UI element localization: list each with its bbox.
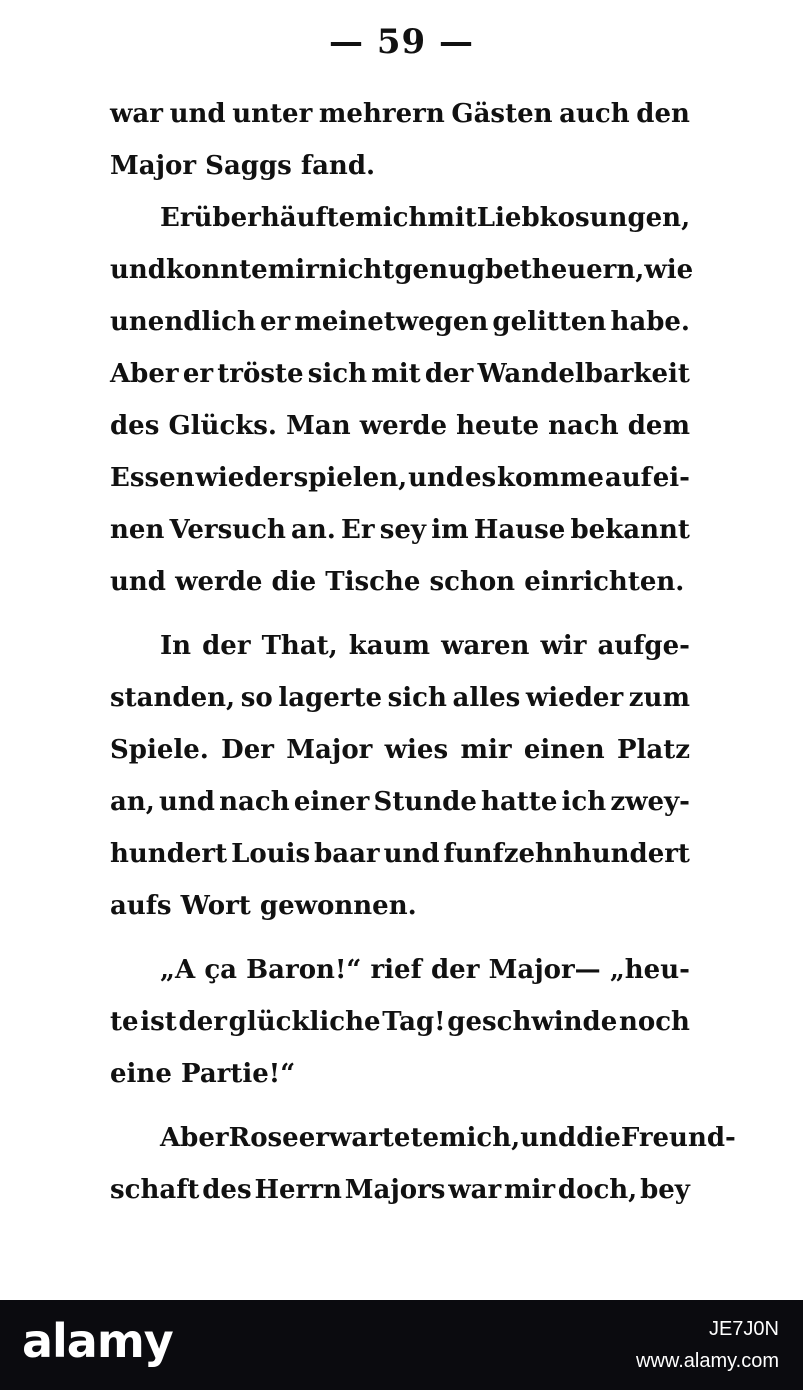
text-line bbox=[110, 400, 690, 452]
text-line bbox=[110, 88, 690, 140]
word: Louis bbox=[231, 839, 311, 869]
word: einer bbox=[293, 787, 370, 817]
word: nach bbox=[548, 411, 619, 441]
alamy-logo: alamy bbox=[22, 1314, 173, 1368]
word: auch bbox=[559, 99, 630, 129]
word: Aber bbox=[110, 359, 179, 389]
word: Partie!“ bbox=[180, 1059, 296, 1089]
word: betheuern, bbox=[485, 255, 645, 285]
word: war bbox=[110, 99, 163, 129]
word: fand. bbox=[300, 151, 376, 181]
word: nen bbox=[110, 515, 165, 545]
word: und bbox=[520, 1123, 577, 1153]
word: und bbox=[408, 463, 465, 493]
word: einen bbox=[523, 735, 605, 765]
word: mich bbox=[355, 203, 428, 233]
word: werde bbox=[359, 411, 448, 441]
word: Stunde bbox=[373, 787, 477, 817]
word: Tische bbox=[325, 567, 421, 597]
word: standen, bbox=[110, 683, 236, 713]
word: te bbox=[110, 1007, 139, 1037]
text-line bbox=[110, 556, 690, 608]
text-line bbox=[110, 296, 690, 348]
word: Versuch bbox=[169, 515, 286, 545]
word: der bbox=[202, 631, 251, 661]
word: waren bbox=[441, 631, 530, 661]
word: werde bbox=[175, 567, 263, 597]
text-line bbox=[110, 996, 690, 1048]
word: der bbox=[430, 955, 480, 985]
word: Major bbox=[286, 735, 373, 765]
image-id-label: JE7J0N bbox=[708, 1318, 779, 1340]
word: Essen bbox=[110, 463, 195, 493]
word: Liebkosungen, bbox=[476, 203, 691, 233]
text-line bbox=[110, 140, 690, 192]
text-line bbox=[110, 244, 694, 296]
word: sich bbox=[387, 683, 447, 713]
word: „heu- bbox=[609, 955, 690, 985]
word: Tag! bbox=[382, 1007, 446, 1037]
word: schon bbox=[429, 567, 516, 597]
word: Spiele. bbox=[110, 735, 209, 765]
word: an. bbox=[291, 515, 336, 545]
word: That, bbox=[261, 631, 338, 661]
word: der bbox=[178, 1007, 227, 1037]
paragraph-first-line bbox=[110, 944, 690, 996]
word: eine bbox=[110, 1059, 172, 1089]
word: gelitten bbox=[492, 307, 607, 337]
page-text bbox=[110, 88, 736, 1216]
word: „A bbox=[160, 955, 196, 985]
word: gewonnen. bbox=[259, 891, 417, 921]
page-number: — 59 — bbox=[329, 22, 474, 62]
word: glückliche bbox=[228, 1007, 381, 1037]
word: erwartete bbox=[298, 1123, 440, 1153]
word: bekannt bbox=[570, 515, 690, 545]
word: genug bbox=[394, 255, 486, 285]
word: Rose bbox=[228, 1123, 299, 1153]
word: Major bbox=[110, 151, 197, 181]
word: und bbox=[110, 255, 166, 285]
word: wie bbox=[644, 255, 694, 285]
text-line bbox=[110, 880, 690, 932]
word: nicht bbox=[318, 255, 395, 285]
word: mir bbox=[267, 255, 319, 285]
word: mit bbox=[427, 203, 477, 233]
text-line bbox=[110, 504, 690, 556]
word: ich bbox=[561, 787, 607, 817]
word: überhäufte bbox=[193, 203, 356, 233]
word: die bbox=[271, 567, 317, 597]
word: tröste bbox=[217, 359, 304, 389]
word: sey bbox=[379, 515, 427, 545]
text-line bbox=[110, 348, 690, 400]
word: es bbox=[464, 463, 497, 493]
word: er bbox=[260, 307, 291, 337]
word: Gästen bbox=[451, 99, 553, 129]
word: Man bbox=[286, 411, 351, 441]
word: Platz bbox=[616, 735, 690, 765]
word: Majors bbox=[344, 1175, 446, 1205]
word: dem bbox=[627, 411, 690, 441]
word: rief bbox=[370, 955, 422, 985]
word: Glücks. bbox=[168, 411, 277, 441]
text-line bbox=[110, 452, 690, 504]
word: so bbox=[240, 683, 273, 713]
word: die bbox=[576, 1123, 621, 1153]
word: mehrern bbox=[318, 99, 445, 129]
word: komme bbox=[497, 463, 604, 493]
word: ei- bbox=[652, 463, 690, 493]
word: hundert bbox=[110, 839, 228, 869]
word: zwey- bbox=[610, 787, 690, 817]
word: Aber bbox=[160, 1123, 229, 1153]
word: im bbox=[431, 515, 469, 545]
text-line bbox=[110, 1048, 690, 1100]
word: baar bbox=[314, 839, 380, 869]
word: Herrn bbox=[254, 1175, 342, 1205]
word: wies bbox=[384, 735, 449, 765]
word: unter bbox=[232, 99, 313, 129]
word: unendlich bbox=[110, 307, 256, 337]
word: Wort bbox=[180, 891, 251, 921]
word: Freund- bbox=[620, 1123, 736, 1153]
word: hatte bbox=[481, 787, 558, 817]
word: Saggs bbox=[205, 151, 292, 181]
text-line bbox=[110, 672, 690, 724]
word: Er bbox=[341, 515, 375, 545]
word: der bbox=[424, 359, 474, 389]
word: bey bbox=[640, 1175, 690, 1205]
word: funfzehnhundert bbox=[443, 839, 690, 869]
word: und bbox=[158, 787, 215, 817]
word: meinetwegen bbox=[294, 307, 489, 337]
word: Major— bbox=[488, 955, 601, 985]
word: noch bbox=[618, 1007, 690, 1037]
word: Hause bbox=[473, 515, 566, 545]
word: Der bbox=[221, 735, 274, 765]
word: wieder bbox=[195, 463, 293, 493]
word: und bbox=[383, 839, 440, 869]
text-line bbox=[110, 828, 690, 880]
text-line bbox=[110, 776, 690, 828]
word: mich, bbox=[439, 1123, 521, 1153]
word: mit bbox=[371, 359, 421, 389]
word: an, bbox=[110, 787, 155, 817]
word: lagerte bbox=[278, 683, 383, 713]
word: aufs bbox=[110, 891, 172, 921]
word: sich bbox=[307, 359, 367, 389]
word: und bbox=[110, 567, 166, 597]
paragraph-first-line bbox=[110, 192, 690, 244]
word: konnte bbox=[166, 255, 268, 285]
word: geschwinde bbox=[447, 1007, 618, 1037]
word: er bbox=[182, 359, 214, 389]
text-line bbox=[110, 1164, 690, 1216]
word: ça bbox=[204, 955, 237, 985]
word: kaum bbox=[348, 631, 431, 661]
word: doch, bbox=[557, 1175, 638, 1205]
word: In bbox=[160, 631, 192, 661]
word: wir bbox=[540, 631, 587, 661]
paragraph-first-line bbox=[110, 620, 690, 672]
word: habe. bbox=[610, 307, 690, 337]
word: Baron!“ bbox=[246, 955, 362, 985]
word: Er bbox=[160, 203, 194, 233]
word: zum bbox=[628, 683, 690, 713]
word: den bbox=[636, 99, 690, 129]
word: ist bbox=[140, 1007, 177, 1037]
word: des bbox=[110, 411, 160, 441]
site-url: www.alamy.com bbox=[636, 1350, 779, 1372]
word: einrichten. bbox=[524, 567, 685, 597]
word: alles bbox=[452, 683, 521, 713]
word: und bbox=[169, 99, 226, 129]
word: aufge- bbox=[597, 631, 690, 661]
word: Wandelbarkeit bbox=[477, 359, 690, 389]
word: auf bbox=[604, 463, 652, 493]
word: spielen, bbox=[293, 463, 408, 493]
word: schaft bbox=[110, 1175, 200, 1205]
word: mir bbox=[460, 735, 512, 765]
word: wieder bbox=[525, 683, 624, 713]
paragraph-first-line bbox=[110, 1112, 736, 1164]
watermark-banner bbox=[0, 1300, 803, 1390]
text-line bbox=[110, 724, 690, 776]
word: nach bbox=[219, 787, 290, 817]
word: war bbox=[448, 1175, 502, 1205]
word: des bbox=[202, 1175, 252, 1205]
word: mir bbox=[504, 1175, 556, 1205]
word: heute bbox=[456, 411, 540, 441]
